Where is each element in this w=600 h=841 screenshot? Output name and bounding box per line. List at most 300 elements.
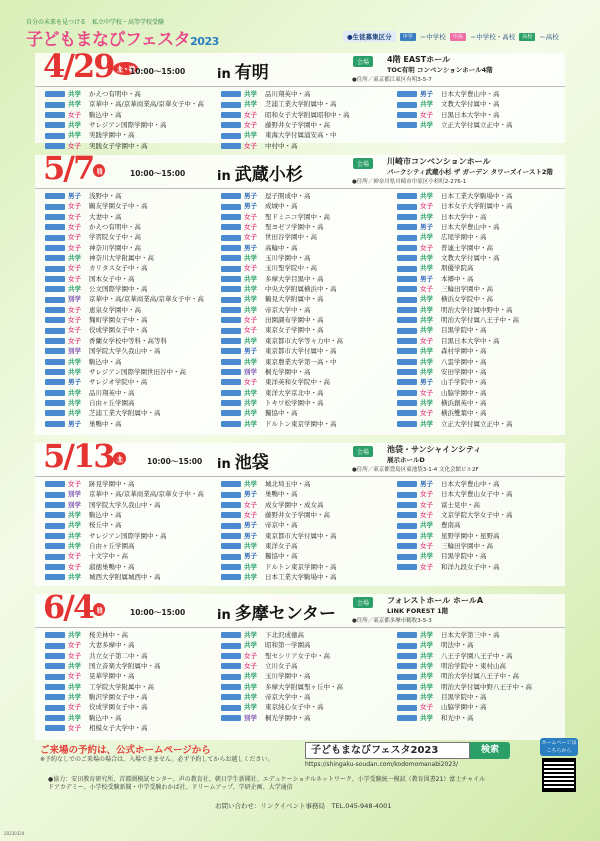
gender-label: 別学 bbox=[244, 713, 257, 722]
school-name: 恵泉女学園中・高 bbox=[89, 305, 141, 314]
search-input[interactable]: 子どもまなびフェスタ2023 bbox=[305, 742, 470, 759]
gender-label: 共学 bbox=[420, 682, 433, 691]
level-chip bbox=[221, 338, 241, 344]
level-chip bbox=[397, 492, 417, 498]
school-row bbox=[45, 130, 211, 140]
gender-label: 共学 bbox=[420, 100, 433, 109]
level-chip bbox=[397, 224, 417, 230]
venue-line1: フォレストホール ホールA bbox=[387, 596, 484, 605]
school-name: 目黒学院中・高 bbox=[441, 552, 487, 561]
school-name: 淑徳巣鴨中・高 bbox=[89, 562, 135, 571]
school-name: 日黒日本大学中・高 bbox=[441, 110, 500, 119]
school-row bbox=[397, 398, 563, 408]
level-chip bbox=[397, 255, 417, 261]
gender-label: 女子 bbox=[68, 336, 81, 345]
school-row bbox=[45, 723, 211, 733]
level-chip bbox=[397, 653, 417, 659]
gender-label: 共学 bbox=[244, 480, 257, 488]
school-row bbox=[221, 398, 387, 408]
venue-name bbox=[387, 596, 565, 616]
gender-label: 共学 bbox=[244, 254, 257, 263]
level-chip bbox=[45, 410, 65, 416]
gender-label: 男子 bbox=[244, 552, 257, 561]
school-row bbox=[397, 479, 563, 489]
gender-label: 共学 bbox=[420, 531, 433, 540]
gender-label: 別学 bbox=[68, 500, 81, 509]
school-name: 三輪田学園中・高 bbox=[441, 285, 493, 294]
event-section bbox=[35, 149, 565, 435]
school-name: 玉川学園中・高 bbox=[265, 254, 311, 263]
gender-label: 共学 bbox=[420, 357, 433, 366]
level-chip bbox=[45, 632, 65, 638]
school-name: 山脇学園中・高 bbox=[441, 703, 487, 712]
gender-label: 女子 bbox=[244, 233, 257, 242]
school-name: 立正大学付属立正中・高 bbox=[441, 419, 513, 428]
school-row bbox=[221, 531, 387, 541]
gender-label: 共学 bbox=[420, 651, 433, 660]
venue-badge: 会場 bbox=[353, 597, 373, 608]
school-name: 明治大学付属八王子中・高 bbox=[441, 672, 519, 681]
gender-label: 共学 bbox=[244, 631, 257, 639]
school-name: 東京都市大学付属中・高 bbox=[265, 531, 337, 540]
gender-label: 女子 bbox=[420, 542, 433, 551]
level-chip bbox=[221, 204, 241, 210]
school-columns bbox=[35, 630, 565, 733]
gender-label: 女子 bbox=[244, 500, 257, 509]
school-name: 日本女子大学附属中・高 bbox=[441, 202, 513, 211]
school-name: 安田学園中・高 bbox=[441, 367, 487, 376]
school-row bbox=[397, 682, 563, 692]
level-chip bbox=[221, 421, 241, 427]
venue-line1: 池袋・サンシャインシティ bbox=[387, 445, 482, 454]
gender-label: 女子 bbox=[420, 388, 433, 397]
school-row bbox=[221, 520, 387, 530]
level-chip bbox=[221, 653, 241, 659]
gender-label: 男子 bbox=[420, 480, 433, 488]
gender-label: 女子 bbox=[68, 202, 81, 211]
school-row bbox=[221, 212, 387, 222]
level-chip bbox=[45, 663, 65, 669]
level-chip bbox=[45, 694, 65, 700]
school-name: 三輪田学園中・高 bbox=[441, 542, 493, 551]
school-name: 広尾学園中・高 bbox=[441, 233, 487, 242]
level-chip bbox=[45, 266, 65, 272]
level-chip bbox=[45, 359, 65, 365]
school-row bbox=[45, 201, 211, 211]
homepage-url[interactable]: https://shingaku-soudan.com/kodomomanabi2023/ bbox=[305, 761, 458, 768]
school-name: トキワ松学園中・高 bbox=[265, 398, 324, 407]
venue-name bbox=[387, 157, 565, 177]
school-row bbox=[45, 263, 211, 273]
gender-label: 女子 bbox=[68, 212, 81, 221]
gender-label: 男子 bbox=[244, 521, 257, 530]
level-chip bbox=[221, 91, 241, 97]
level-chip bbox=[221, 369, 241, 375]
school-row bbox=[397, 346, 563, 356]
place-name: 有明 bbox=[234, 63, 269, 83]
school-name: 獨協中・高 bbox=[265, 552, 298, 561]
school-name: 富士見中・高 bbox=[441, 500, 480, 509]
level-chip bbox=[221, 122, 241, 128]
gender-label: 女子 bbox=[420, 285, 433, 294]
school-row bbox=[221, 305, 387, 315]
school-name: 獨協中・高 bbox=[265, 409, 298, 418]
school-row bbox=[397, 692, 563, 702]
school-row bbox=[45, 562, 211, 572]
level-chip bbox=[221, 379, 241, 385]
school-column bbox=[211, 630, 387, 733]
gender-label: 共学 bbox=[68, 90, 81, 98]
gender-label: 別学 bbox=[68, 295, 81, 304]
school-row bbox=[221, 479, 387, 489]
gender-label: 男子 bbox=[244, 243, 257, 252]
school-columns bbox=[35, 479, 565, 582]
school-row bbox=[221, 702, 387, 712]
school-row bbox=[221, 315, 387, 325]
place-in: in bbox=[217, 67, 231, 82]
level-chip bbox=[221, 533, 241, 539]
school-name: 日本大学豊山中・高 bbox=[441, 480, 500, 488]
gender-label: 共学 bbox=[244, 398, 257, 407]
school-row bbox=[397, 630, 563, 640]
school-name: 京華中・高/京華商業高/京華女子中・高 bbox=[89, 100, 204, 109]
school-name: 鶴見大学附属中・高 bbox=[265, 295, 324, 304]
qr-code-icon[interactable] bbox=[542, 758, 576, 792]
gender-label: 女子 bbox=[244, 110, 257, 119]
school-row bbox=[397, 489, 563, 499]
school-row bbox=[397, 500, 563, 510]
school-name: 麴町学園女子中・高 bbox=[89, 316, 148, 325]
school-row bbox=[221, 551, 387, 561]
gender-label: 共学 bbox=[68, 631, 81, 639]
event-time: 10:00〜15:00 bbox=[130, 608, 186, 617]
level-chip bbox=[397, 266, 417, 272]
school-name: 自由ヶ丘学園高 bbox=[89, 542, 135, 551]
school-row bbox=[397, 541, 563, 551]
gender-label: 男子 bbox=[420, 378, 433, 387]
level-chip bbox=[397, 694, 417, 700]
logo-subtitle: 自分の未来を見つける 私立中学校・高等学校受験 bbox=[26, 19, 165, 26]
gender-label: 共学 bbox=[68, 388, 81, 397]
gender-label: 共学 bbox=[420, 641, 433, 650]
school-row bbox=[221, 346, 387, 356]
search-button[interactable]: 検索 bbox=[470, 742, 510, 759]
level-chip bbox=[221, 643, 241, 649]
school-row bbox=[221, 562, 387, 572]
school-name: 文京学院大学女子中・高 bbox=[441, 511, 513, 520]
gender-label: 女子 bbox=[68, 326, 81, 335]
school-name: 自由ヶ丘学園高 bbox=[89, 398, 135, 407]
school-name: 明法中・高 bbox=[441, 641, 474, 650]
level-chip bbox=[221, 410, 241, 416]
school-row bbox=[397, 263, 563, 273]
gender-label: 男子 bbox=[244, 202, 257, 211]
level-chip bbox=[45, 523, 65, 529]
school-row bbox=[397, 336, 563, 346]
school-name: 立川女子高 bbox=[265, 662, 298, 671]
level-chip bbox=[397, 102, 417, 108]
school-column bbox=[35, 630, 211, 733]
gender-label: 女子 bbox=[68, 724, 81, 733]
gender-label: 女子 bbox=[68, 641, 81, 650]
school-name: 明治学院中・東村山高 bbox=[441, 662, 506, 671]
school-row bbox=[45, 419, 211, 429]
legend-label-jhh: ＝中学校・高校 bbox=[469, 33, 516, 41]
school-row bbox=[45, 551, 211, 561]
level-chip bbox=[221, 523, 241, 529]
level-chip bbox=[397, 512, 417, 518]
school-column bbox=[387, 479, 563, 582]
gender-label: 共学 bbox=[68, 511, 81, 520]
gender-label: 女子 bbox=[68, 110, 81, 119]
school-row bbox=[397, 419, 563, 429]
legend-chip-jhh: 中高 bbox=[450, 33, 466, 41]
venue-badge: 会場 bbox=[353, 158, 373, 169]
gender-label: 男子 bbox=[420, 274, 433, 283]
level-chip bbox=[221, 286, 241, 292]
school-name: 明治大学付属中野中・高 bbox=[441, 305, 513, 314]
school-row bbox=[45, 232, 211, 242]
level-chip bbox=[45, 286, 65, 292]
school-row bbox=[397, 510, 563, 520]
level-chip bbox=[397, 400, 417, 406]
school-row bbox=[45, 713, 211, 723]
school-row bbox=[397, 377, 563, 387]
school-row bbox=[397, 243, 563, 253]
level-chip bbox=[45, 112, 65, 118]
gender-label: 共学 bbox=[68, 542, 81, 551]
school-name: 国立音楽大学附属中・高 bbox=[89, 662, 161, 671]
level-chip bbox=[45, 338, 65, 344]
level-chip bbox=[397, 715, 417, 721]
school-column bbox=[387, 191, 563, 429]
gender-label: 女子 bbox=[420, 703, 433, 712]
gender-label: 共学 bbox=[420, 521, 433, 530]
school-column bbox=[35, 191, 211, 429]
school-column bbox=[211, 89, 387, 151]
gender-label: 別学 bbox=[68, 347, 81, 356]
gender-label: 女子 bbox=[68, 672, 81, 681]
school-row bbox=[45, 120, 211, 130]
gender-label: 女子 bbox=[68, 141, 81, 150]
level-chip bbox=[221, 359, 241, 365]
gender-label: 共学 bbox=[420, 672, 433, 681]
gender-label: 女子 bbox=[244, 264, 257, 273]
school-row bbox=[221, 682, 387, 692]
gender-label: 共学 bbox=[420, 347, 433, 356]
school-row bbox=[45, 191, 211, 201]
school-column bbox=[35, 479, 211, 582]
venue-address: ●住所／東京都江東区有明3-5-7 bbox=[352, 77, 432, 83]
gender-label: 共学 bbox=[244, 336, 257, 345]
gender-label: 男子 bbox=[68, 378, 81, 387]
school-column bbox=[211, 191, 387, 429]
level-chip bbox=[397, 317, 417, 323]
school-row bbox=[397, 315, 563, 325]
school-row bbox=[221, 651, 387, 661]
level-chip bbox=[221, 400, 241, 406]
level-chip bbox=[221, 705, 241, 711]
school-row bbox=[397, 640, 563, 650]
section-header bbox=[35, 437, 565, 477]
school-name: 横浜雙葉中・高 bbox=[441, 409, 487, 418]
school-row bbox=[397, 201, 563, 211]
event-section bbox=[35, 588, 565, 740]
school-row bbox=[221, 489, 387, 499]
school-name: 芝浦工業大学附属中・高 bbox=[265, 100, 337, 109]
level-chip bbox=[397, 390, 417, 396]
level-chip bbox=[45, 276, 65, 282]
school-name: 日本工業大学駒場中・高 bbox=[441, 192, 513, 200]
gender-label: 共学 bbox=[68, 357, 81, 366]
level-chip bbox=[45, 379, 65, 385]
level-chip bbox=[45, 245, 65, 251]
gender-label: 女子 bbox=[420, 243, 433, 252]
event-date bbox=[43, 437, 126, 475]
school-row bbox=[221, 336, 387, 346]
level-chip bbox=[397, 369, 417, 375]
school-name: 桐光学園中・高 bbox=[265, 367, 311, 376]
gender-label: 女子 bbox=[420, 202, 433, 211]
school-name: 大妻多摩中・高 bbox=[89, 641, 135, 650]
school-row bbox=[221, 294, 387, 304]
school-row bbox=[397, 232, 563, 242]
level-chip bbox=[45, 653, 65, 659]
level-chip bbox=[45, 400, 65, 406]
school-name: 目黒学院中・高 bbox=[441, 326, 487, 335]
place-in: in bbox=[217, 169, 231, 184]
school-name: 佼成学園女子中・高 bbox=[89, 703, 148, 712]
level-chip bbox=[45, 421, 65, 427]
level-chip bbox=[397, 663, 417, 669]
event-time: 10:00〜15:00 bbox=[130, 67, 186, 76]
school-row bbox=[397, 531, 563, 541]
level-chip bbox=[45, 564, 65, 570]
school-row bbox=[221, 201, 387, 211]
gender-label: 女子 bbox=[68, 274, 81, 283]
school-row bbox=[45, 500, 211, 510]
school-row bbox=[397, 702, 563, 712]
gender-label: 女子 bbox=[420, 500, 433, 509]
school-row bbox=[45, 408, 211, 418]
level-chip bbox=[45, 143, 65, 149]
gender-label: 共学 bbox=[68, 693, 81, 702]
school-name: 香蘭女学校中等科・高等科 bbox=[89, 336, 167, 345]
level-chip bbox=[45, 481, 65, 487]
school-row bbox=[397, 651, 563, 661]
gender-label: 女子 bbox=[420, 409, 433, 418]
school-name: 文教大学付属中・高 bbox=[441, 254, 500, 263]
school-row bbox=[45, 531, 211, 541]
level-chip bbox=[397, 523, 417, 529]
gender-label: 共学 bbox=[420, 693, 433, 702]
school-name: 八雲学園中・高 bbox=[441, 357, 487, 366]
school-row bbox=[397, 325, 563, 335]
level-chip bbox=[45, 725, 65, 731]
gender-label: 女子 bbox=[244, 223, 257, 232]
venue-line2: LINK FOREST 1階 bbox=[387, 607, 449, 615]
venue-line2: 展示ホールD bbox=[387, 456, 425, 464]
level-chip bbox=[397, 564, 417, 570]
school-name: 明治大学付属八王子中・高 bbox=[441, 316, 519, 325]
school-row bbox=[221, 408, 387, 418]
school-name: 立正大学付属立正中・高 bbox=[441, 121, 513, 130]
school-row bbox=[221, 141, 387, 151]
school-name: 昭和第一学園高 bbox=[265, 641, 311, 650]
school-row bbox=[397, 110, 563, 120]
school-name: 朋優学院高 bbox=[441, 264, 474, 273]
level-chip bbox=[397, 214, 417, 220]
gender-label: 共学 bbox=[244, 305, 257, 314]
footer-title: ご来場の予約は、公式ホームページから bbox=[40, 745, 211, 756]
school-name: 神奈川大学附属中・高 bbox=[89, 254, 154, 263]
school-name: 中央大学附属横浜中・高 bbox=[265, 285, 337, 294]
school-row bbox=[221, 572, 387, 582]
level-chip bbox=[397, 359, 417, 365]
place-name: 武蔵小杉 bbox=[234, 165, 303, 185]
gender-label: 共学 bbox=[244, 295, 257, 304]
gender-label: 女子 bbox=[68, 651, 81, 660]
school-row bbox=[45, 671, 211, 681]
legend-chip-jh: 中学 bbox=[400, 33, 416, 41]
section-header bbox=[35, 588, 565, 628]
gender-label: 男子 bbox=[244, 347, 257, 356]
school-name: 横浜女学院中・高 bbox=[441, 295, 493, 304]
school-name: 巣鴨中・高 bbox=[265, 490, 298, 499]
school-row bbox=[45, 305, 211, 315]
school-name: 普連土学園中・高 bbox=[441, 243, 493, 252]
school-name: ドルトン東京学園中・高 bbox=[265, 562, 337, 571]
school-row bbox=[221, 510, 387, 520]
gender-label: 女子 bbox=[244, 378, 257, 387]
gender-label: 女子 bbox=[68, 243, 81, 252]
school-name: 中村中・高 bbox=[265, 141, 298, 150]
gender-label: 共学 bbox=[68, 662, 81, 671]
level-chip bbox=[45, 543, 65, 549]
school-name: かえつ有明中・高 bbox=[89, 223, 141, 232]
gender-label: 女子 bbox=[244, 121, 257, 130]
school-name: 桜丘中・高 bbox=[89, 521, 122, 530]
school-row bbox=[397, 99, 563, 109]
level-chip bbox=[397, 421, 417, 427]
school-row bbox=[397, 305, 563, 315]
level-chip bbox=[397, 235, 417, 241]
school-column bbox=[387, 89, 563, 151]
gender-label: 女子 bbox=[68, 316, 81, 325]
gender-label: 女子 bbox=[68, 703, 81, 712]
school-name: カリタス女子中・高 bbox=[89, 264, 148, 273]
gender-label: 共学 bbox=[244, 285, 257, 294]
level-chip bbox=[221, 554, 241, 560]
school-row bbox=[397, 191, 563, 201]
school-row bbox=[45, 520, 211, 530]
school-row bbox=[221, 377, 387, 387]
school-row bbox=[221, 243, 387, 253]
school-name: 桜美林中・高 bbox=[89, 631, 128, 639]
school-row bbox=[45, 315, 211, 325]
school-name: サレジアン国際学園中・高 bbox=[89, 531, 167, 540]
place-in: in bbox=[217, 457, 231, 472]
school-row bbox=[45, 253, 211, 263]
school-name: サレジアン国際学園中・高 bbox=[89, 121, 167, 130]
gender-label: 共学 bbox=[68, 531, 81, 540]
school-row bbox=[397, 388, 563, 398]
school-name: 城西大学附属城西中・高 bbox=[89, 573, 161, 582]
level-chip bbox=[221, 245, 241, 251]
school-name: 駒込中・高 bbox=[89, 713, 122, 722]
school-row bbox=[221, 325, 387, 335]
school-column bbox=[387, 630, 563, 733]
